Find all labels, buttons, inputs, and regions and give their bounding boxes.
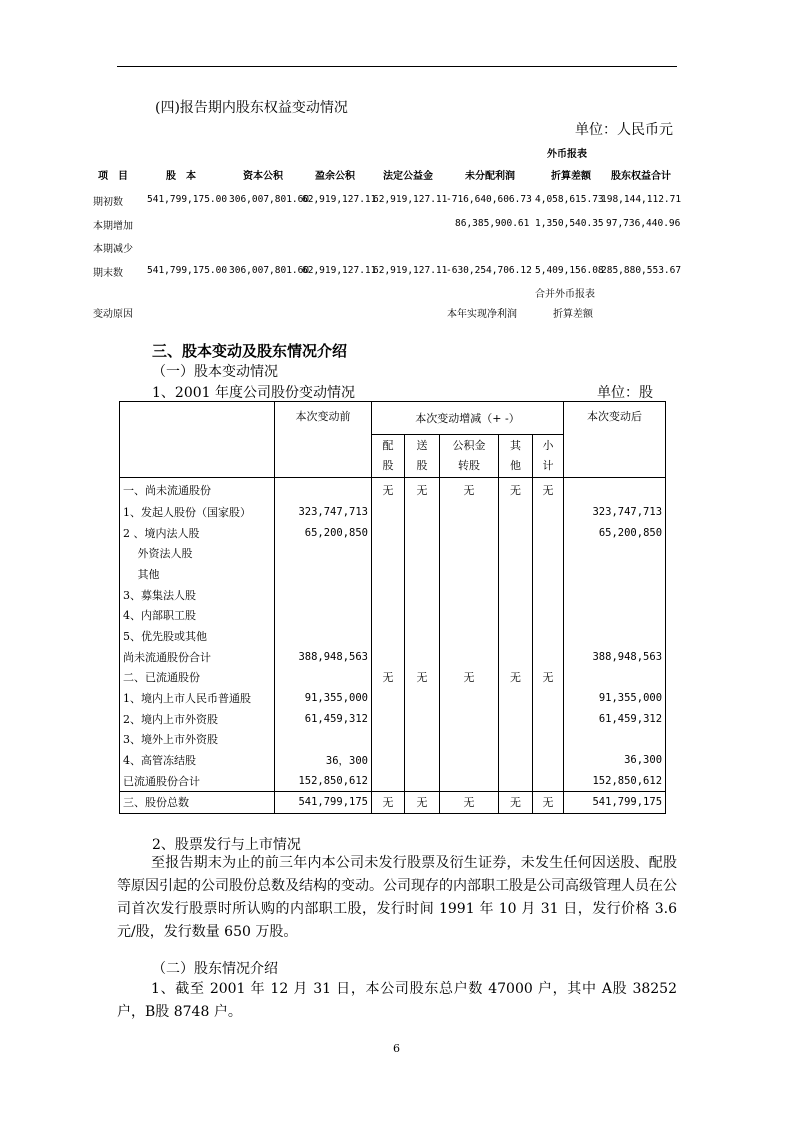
cell-after: 61,459,312 [564, 708, 666, 729]
cell-change [405, 646, 440, 667]
header-fx-top: 外币报表 [547, 149, 587, 160]
holders-title: （二）股东情况介绍 [152, 961, 278, 977]
cell-after [564, 478, 666, 502]
cell-change [499, 708, 533, 729]
section3-unit: 单位：股 [597, 385, 653, 401]
cell-after [564, 626, 666, 647]
reason-profit: 本年实现净利润 [447, 309, 517, 320]
hdr-fx-diff: 折算差额 [551, 171, 591, 182]
cell-change [533, 708, 564, 729]
cell: 306,007,801.60 [229, 265, 310, 276]
table-row [120, 792, 666, 814]
cell-change [440, 729, 499, 750]
share-change-table [119, 401, 666, 814]
table-row [120, 522, 666, 543]
issue-title: 2、股票发行与上市情况 [152, 837, 301, 853]
cell-change [499, 522, 533, 543]
cell-change [405, 564, 440, 585]
cell-change: 无 [499, 667, 533, 688]
table-row [120, 708, 666, 729]
cell-change: 无 [440, 478, 499, 502]
cell-change [499, 750, 533, 771]
hdr-item: 项 目 [98, 171, 128, 182]
cell-change [499, 770, 533, 791]
table-row [120, 688, 666, 709]
reason-diff: 折算差额 [553, 309, 593, 320]
cell-change [405, 502, 440, 523]
cell-change [499, 584, 533, 605]
cell-before: 388,948,563 [275, 646, 372, 667]
cell-change [405, 543, 440, 564]
cell-before [275, 543, 372, 564]
cell: 4,058,615.73 [535, 194, 604, 205]
cell-change [499, 626, 533, 647]
cell-change [440, 646, 499, 667]
cell-before: 541,799,175 [275, 792, 372, 814]
cell-after [564, 729, 666, 750]
table-row [120, 502, 666, 523]
cell-change: 无 [499, 792, 533, 814]
cell-before: 65,200,850 [275, 522, 372, 543]
cell-change [533, 584, 564, 605]
cell-before [275, 626, 372, 647]
cell-change [372, 584, 405, 605]
cell-after: 36,300 [564, 750, 666, 771]
reason-label: 变动原因 [93, 309, 133, 320]
cell-change: 无 [440, 792, 499, 814]
cell-change [440, 750, 499, 771]
cell-before: 323,747,713 [275, 502, 372, 523]
sub-bonus: 送 股 [405, 435, 440, 478]
row-label: 2、境内上市外资股 [120, 708, 275, 729]
cell-change: 无 [372, 792, 405, 814]
cell-change [533, 605, 564, 626]
cell-change [405, 626, 440, 647]
cell: 541,799,175.00 [147, 265, 228, 276]
section4-unit: 单位：人民币元 [575, 122, 673, 138]
cell-after [564, 667, 666, 688]
cell-change [372, 708, 405, 729]
cell-change [405, 750, 440, 771]
cell-before: 152,850,612 [275, 770, 372, 791]
row-label: 三、股份总数 [120, 792, 275, 814]
cell-change [533, 626, 564, 647]
cell-change [440, 502, 499, 523]
sub-subtotal: 小 计 [533, 435, 564, 478]
cell: -630,254,706.12 [446, 265, 532, 276]
table-row [120, 667, 666, 688]
row-label: 外资法人股 [120, 543, 275, 564]
section3-sub1-1: 1、2001 年度公司股份变动情况 [152, 385, 355, 401]
row-label: 4、高管冻结股 [120, 750, 275, 771]
hdr-capital-reserve: 资本公积 [243, 171, 283, 182]
note-fx: 合并外币报表 [535, 289, 595, 300]
cell: 541,799,175.00 [147, 194, 228, 205]
cell: 97,736,440.96 [606, 218, 681, 229]
cell-change [405, 522, 440, 543]
cell-before [275, 729, 372, 750]
row-label: 1、境内上市人民币普通股 [120, 688, 275, 709]
cell-change [533, 564, 564, 585]
cell-after: 152,850,612 [564, 770, 666, 791]
cell-change [440, 584, 499, 605]
cell: 306,007,801.60 [229, 194, 310, 205]
table-row [120, 478, 666, 502]
cell-after: 541,799,175 [564, 792, 666, 814]
cell: 62,919,127.11 [302, 265, 377, 276]
row-label: 已流通股份合计 [120, 770, 275, 791]
cell-change: 无 [533, 478, 564, 502]
cell-after [564, 584, 666, 605]
row-label: 本期增加 [93, 221, 133, 232]
table-row [120, 626, 666, 647]
cell-change [533, 688, 564, 709]
cell: 86,385,900.61 [455, 218, 530, 229]
cell-after: 91,355,000 [564, 688, 666, 709]
cell-change [372, 729, 405, 750]
cell-change [372, 564, 405, 585]
cell-after: 388,948,563 [564, 646, 666, 667]
table-row [120, 729, 666, 750]
sub-reserve: 公积金 转股 [440, 435, 499, 478]
cell-change [533, 750, 564, 771]
cell-change: 无 [533, 667, 564, 688]
header-rule [117, 66, 677, 67]
cell-after [564, 564, 666, 585]
hdr-undistributed: 未分配利润 [465, 171, 515, 182]
cell-change [440, 770, 499, 791]
cell-change: 无 [405, 667, 440, 688]
hdr-total-equity: 股东权益合计 [611, 171, 671, 182]
cell-change [499, 729, 533, 750]
row-label: 4、内部职工股 [120, 605, 275, 626]
cell-change [440, 626, 499, 647]
section3-sub1: （一）股本变动情况 [152, 364, 278, 380]
cell-change [440, 564, 499, 585]
cell-change [405, 688, 440, 709]
issue-text: 至报告期末为止的前三年内本公司未发行股票及衍生证券，未发生任何因送股、配股等原因引起的公司股份总数及结构的变动。公司现存的内部职工股是公司高级管理人员在公司首次发行股票时所认购的内部职工股，发行时间 1991 年 10 月 31 日，发行价格 3.6元/股，发行数量 650 万股。 [117, 855, 677, 940]
cell-change [372, 688, 405, 709]
cell: 285,880,553.67 [601, 265, 682, 276]
cell: 62,919,127.11 [373, 265, 448, 276]
row-label: 本期减少 [93, 244, 133, 255]
row-label: 1、发起人股份（国家股） [120, 502, 275, 523]
cell-change: 无 [440, 667, 499, 688]
row-label: 尚未流通股份合计 [120, 646, 275, 667]
cell-change [533, 729, 564, 750]
table-row [120, 770, 666, 791]
hdr-surplus: 盈余公积 [315, 171, 355, 182]
cell-after: 65,200,850 [564, 522, 666, 543]
cell-change: 无 [533, 792, 564, 814]
cell-before: 61,459,312 [275, 708, 372, 729]
cell-change [405, 708, 440, 729]
cell-before [275, 605, 372, 626]
cell: 62,919,127.11 [302, 194, 377, 205]
cell-change [440, 543, 499, 564]
hdr-after: 本次变动后 [564, 402, 666, 435]
cell-change [440, 688, 499, 709]
section4-title: (四)报告期内股东权益变动情况 [155, 100, 348, 116]
row-label: 3、募集法人股 [120, 584, 275, 605]
cell-change [405, 729, 440, 750]
table-row [120, 543, 666, 564]
cell-after [564, 605, 666, 626]
hdr-capital: 股 本 [166, 171, 196, 182]
cell-change [533, 646, 564, 667]
row-label: 期末数 [93, 268, 123, 279]
table-row [120, 564, 666, 585]
cell-change [499, 502, 533, 523]
cell-change: 无 [405, 478, 440, 502]
table-row [120, 584, 666, 605]
cell: 5,409,156.08 [535, 265, 604, 276]
cell-change: 无 [372, 478, 405, 502]
row-label: 2 、境内法人股 [120, 522, 275, 543]
cell-change: 无 [499, 478, 533, 502]
row-label: 二、已流通股份 [120, 667, 275, 688]
hdr-before: 本次变动前 [275, 402, 372, 435]
row-label: 其他 [120, 564, 275, 585]
section3-title: 三、股本变动及股东情况介绍 [152, 342, 348, 360]
cell-before [275, 667, 372, 688]
row-label: 5、优先股或其他 [120, 626, 275, 647]
cell: 198,144,112.71 [601, 194, 682, 205]
row-label: 期初数 [93, 197, 123, 208]
cell: -716,640,606.73 [446, 194, 532, 205]
table-row [120, 646, 666, 667]
cell-change [372, 543, 405, 564]
sub-allot: 配 股 [372, 435, 405, 478]
cell-change [440, 708, 499, 729]
cell-after: 323,747,713 [564, 502, 666, 523]
cell-change [372, 522, 405, 543]
row-label: 3、境外上市外资股 [120, 729, 275, 750]
cell-change [372, 502, 405, 523]
cell-before [275, 478, 372, 502]
cell-change [372, 750, 405, 771]
sub-other: 其 他 [499, 435, 533, 478]
cell-change [499, 564, 533, 585]
cell-before: 36，300 [275, 750, 372, 771]
hdr-change: 本次变动增减（+ -） [372, 402, 564, 435]
cell-change [533, 770, 564, 791]
cell: 1,350,540.35 [535, 218, 604, 229]
cell-change [533, 543, 564, 564]
cell-change [405, 770, 440, 791]
cell-change [499, 646, 533, 667]
cell-before [275, 584, 372, 605]
cell-change [372, 605, 405, 626]
cell-change [405, 584, 440, 605]
cell-change [533, 502, 564, 523]
cell-change [499, 605, 533, 626]
cell-change: 无 [405, 792, 440, 814]
cell-change [440, 522, 499, 543]
table-row [120, 605, 666, 626]
cell-after [564, 543, 666, 564]
row-label: 一、尚未流通股份 [120, 478, 275, 502]
holders-text: 1、截至 2001 年 12 月 31 日，本公司股东总户数 47000 户，其中 A股 38252 户，B股 8748 户。 [117, 981, 677, 1020]
cell-change [372, 646, 405, 667]
hdr-blank [120, 402, 275, 435]
cell-before: 91,355,000 [275, 688, 372, 709]
cell-change [499, 543, 533, 564]
cell-change [440, 605, 499, 626]
cell: 62,919,127.11 [373, 194, 448, 205]
cell-change [533, 522, 564, 543]
cell-change: 无 [372, 667, 405, 688]
cell-change [372, 770, 405, 791]
page-number: 6 [393, 1042, 400, 1055]
hdr-welfare: 法定公益金 [383, 171, 433, 182]
table-row [120, 750, 666, 771]
cell-before [275, 564, 372, 585]
cell-change [499, 688, 533, 709]
cell-change [372, 626, 405, 647]
cell-change [405, 605, 440, 626]
